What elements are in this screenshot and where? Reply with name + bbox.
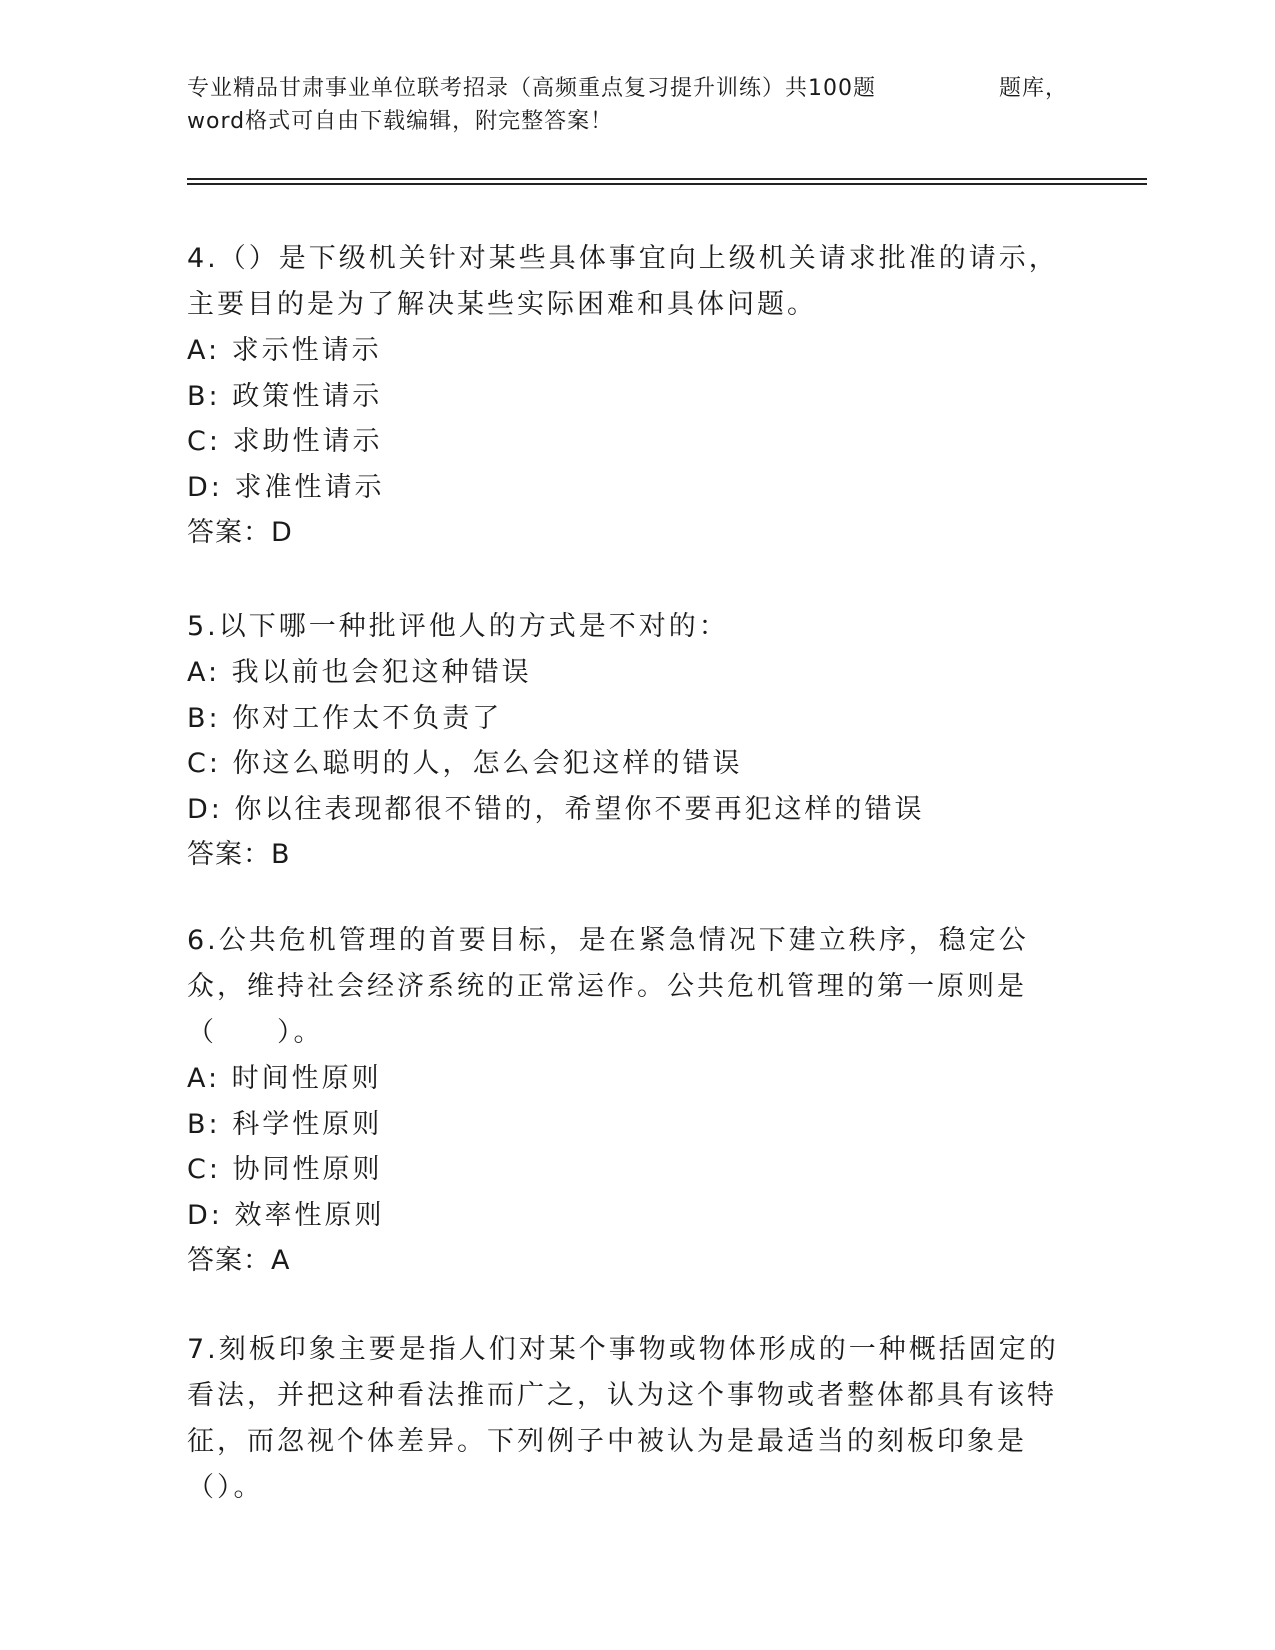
question-answer: 答案：A — [187, 1245, 291, 1276]
question-4 — [187, 236, 1067, 556]
option-d: D: 效率性原则 — [187, 1199, 385, 1231]
option-c: C: 求助性请示 — [187, 426, 383, 457]
question-stem: 6.公共危机管理的首要目标，是在紧急情况下建立秩序，稳定公众，维持社会经济系统的正常运作。公共危机管理的第一原则是（ ）。 — [187, 925, 1029, 1048]
header-subtitle: word格式可自由下载编辑，附完整答案！ — [187, 109, 614, 134]
document-header — [187, 72, 1087, 138]
option-a: A: 我以前也会犯这种错误 — [187, 657, 532, 688]
header-title: 专业精品甘肃事业单位联考招录（高频重点复习提升训练）共100题 — [187, 76, 876, 101]
question-stem: 4.（）是下级机关针对某些具体事宜向上级机关请求批准的请示，主要目的是为了解决某些实际困难和具体问题。 — [187, 243, 1059, 320]
option-a: A: 时间性原则 — [187, 1063, 382, 1094]
question-stem: 7.刻板印象主要是指人们对某个事物或物体形成的一种概括固定的看法，并把这种看法推而广之，认为这个事物或者整体都具有该特征，而忽视个体差异。下列例子中被认为是最适当的刻板印象是（）。 — [187, 1334, 1059, 1503]
option-d: D: 求准性请示 — [187, 471, 385, 503]
question-7 — [187, 1327, 1067, 1511]
question-answer: 答案：D — [187, 517, 293, 548]
option-b: B: 科学性原则 — [187, 1108, 383, 1140]
header-divider-top — [187, 178, 1147, 180]
option-a: A: 求示性请示 — [187, 335, 382, 366]
option-b: B: 政策性请示 — [187, 380, 383, 412]
option-d: D: 你以往表现都很不错的，希望你不要再犯这样的错误 — [187, 793, 925, 825]
option-c: C: 你这么聪明的人，怎么会犯这样的错误 — [187, 748, 743, 779]
header-line-1 — [187, 72, 1087, 105]
question-6 — [187, 918, 1067, 1284]
question-5 — [187, 604, 1067, 878]
header-divider-bottom — [187, 183, 1147, 185]
header-title-tail: 题库， — [999, 76, 1069, 101]
question-answer: 答案：B — [187, 839, 291, 870]
option-b: B: 你对工作太不负责了 — [187, 702, 503, 734]
question-stem: 5.以下哪一种批评他人的方式是不对的： — [187, 611, 729, 642]
option-c: C: 协同性原则 — [187, 1154, 383, 1185]
